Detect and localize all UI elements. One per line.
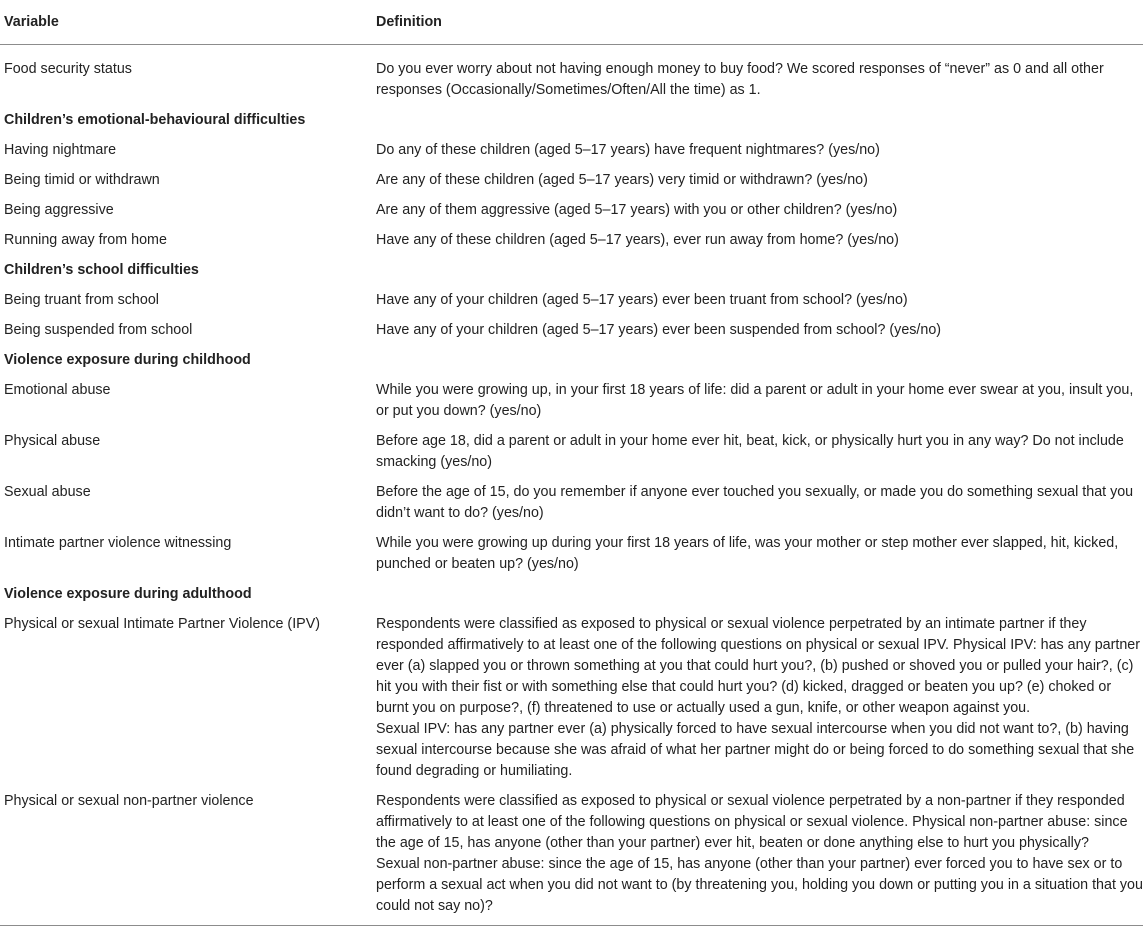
variable-cell: Physical or sexual Intimate Partner Violence (IPV)	[4, 616, 320, 632]
definition-cell: Before age 18, did a parent or adult in your home ever hit, beat, kick, or physically hurt you in any way? Do not include smacking (yes/no)	[376, 433, 1124, 470]
definition-cell	[376, 609, 1143, 786]
definition-cell: While you were growing up during your first 18 years of life, was your mother or step mother ever slapped, hit, kicked, punched or beaten up? (yes/no)	[376, 535, 1119, 572]
definition-cell: Do any of these children (aged 5–17 years) have frequent nightmares? (yes/no)	[376, 142, 880, 158]
header-variable: Variable	[0, 0, 376, 45]
definition-cell: Before the age of 15, do you remember if anyone ever touched you sexually, or made you do something sexual that you didn’t want to do? (yes/no)	[376, 484, 1134, 521]
section-row	[0, 255, 1143, 285]
definition-cell: Have any of these children (aged 5–17 years), ever run away from home? (yes/no)	[376, 232, 899, 248]
definition-cell: While you were growing up, in your first 18 years of life: did a parent or adult in your home ever swear at you, insult you, or put you down? (yes/no)	[376, 382, 1134, 419]
table-row	[0, 375, 1143, 426]
section-row	[0, 345, 1143, 375]
table-row	[0, 135, 1143, 165]
definition-cell	[376, 786, 1143, 926]
variable-cell: Physical or sexual non-partner violence	[0, 786, 376, 926]
variable-cell: Having nightmare	[4, 142, 117, 158]
table-row	[0, 285, 1143, 315]
variable-cell: Sexual abuse	[4, 484, 91, 500]
table-row	[0, 786, 1143, 926]
variable-cell: Being aggressive	[4, 202, 114, 218]
definition-paragraph: Sexual non-partner abuse: since the age of 15, has anyone (other than your partner) ever forced you to have sex or to perform a sexual act when you did not want to (by threatening you, holding you down or putting you in a situation that you could not say no)?	[376, 856, 1143, 914]
section-row	[0, 579, 1143, 609]
header-definition: Definition	[376, 0, 1143, 45]
definition-cell: Are any of these children (aged 5–17 years) very timid or withdrawn? (yes/no)	[376, 172, 868, 188]
definition-cell: Have any of your children (aged 5–17 years) ever been truant from school? (yes/no)	[376, 292, 908, 308]
section-row	[0, 105, 1143, 135]
section-title: Violence exposure during adulthood	[4, 586, 252, 602]
definition-paragraph: Sexual IPV: has any partner ever (a) physically forced to have sexual intercourse when you did not want to?, (b) having sexual intercourse because she was afraid of what her partner might do or being forced to do something sexual that she found degrading or humiliating.	[376, 721, 1135, 779]
definition-paragraph: Respondents were classified as exposed to physical or sexual violence perpetrated by an intimate partner if they responded affirmatively to at least one of the following questions on physical or sexual IPV. Physical IPV: has any partner ever (a) slapped you or thrown something at you that could hurt you?, (b) pushed or shoved you or pulled your hair?, (c) hit you with their fist or with something else that could hurt you? (d) kicked, dragged or beaten you up? (e) choked or burnt you on purpose?, (f) threatened to use or actually used a gun, knife, or other weapon against you.	[376, 616, 1140, 716]
variable-cell: Emotional abuse	[4, 382, 111, 398]
table-row	[0, 225, 1143, 255]
table-row	[0, 195, 1143, 225]
table-row	[0, 315, 1143, 345]
table-row	[0, 477, 1143, 528]
header-row	[0, 0, 1143, 45]
variable-cell: Being suspended from school	[4, 322, 193, 338]
section-title: Children’s school difficulties	[4, 262, 199, 278]
table-row	[0, 609, 1143, 786]
variable-cell: Being timid or withdrawn	[4, 172, 160, 188]
table-row	[0, 426, 1143, 477]
section-title: Violence exposure during childhood	[4, 352, 251, 368]
definition-cell: Are any of them aggressive (aged 5–17 years) with you or other children? (yes/no)	[376, 202, 898, 218]
section-title: Children’s emotional-behavioural difficulties	[4, 112, 306, 128]
variable-cell: Running away from home	[4, 232, 167, 248]
table-row	[0, 45, 1143, 106]
table-row	[0, 528, 1143, 579]
definition-paragraph: Respondents were classified as exposed to physical or sexual violence perpetrated by a non-partner if they responded affirmatively to at least one of the following questions on physical or sexual violence. Physical non-partner abuse: since the age of 15, has anyone (other than your partner) ever hit, beaten or done anything else to hurt you physically?	[376, 793, 1128, 851]
definition-cell: Do you ever worry about not having enough money to buy food? We scored responses of “never” as 0 and all other responses (Occasionally/Sometimes/Often/All the time) as 1.	[376, 61, 1104, 98]
table-row	[0, 165, 1143, 195]
variable-cell: Food security status	[4, 61, 132, 77]
variable-cell: Physical abuse	[4, 433, 101, 449]
variable-cell: Being truant from school	[4, 292, 159, 308]
variable-cell: Intimate partner violence witnessing	[4, 535, 232, 551]
definition-cell: Have any of your children (aged 5–17 years) ever been suspended from school? (yes/no)	[376, 322, 942, 338]
